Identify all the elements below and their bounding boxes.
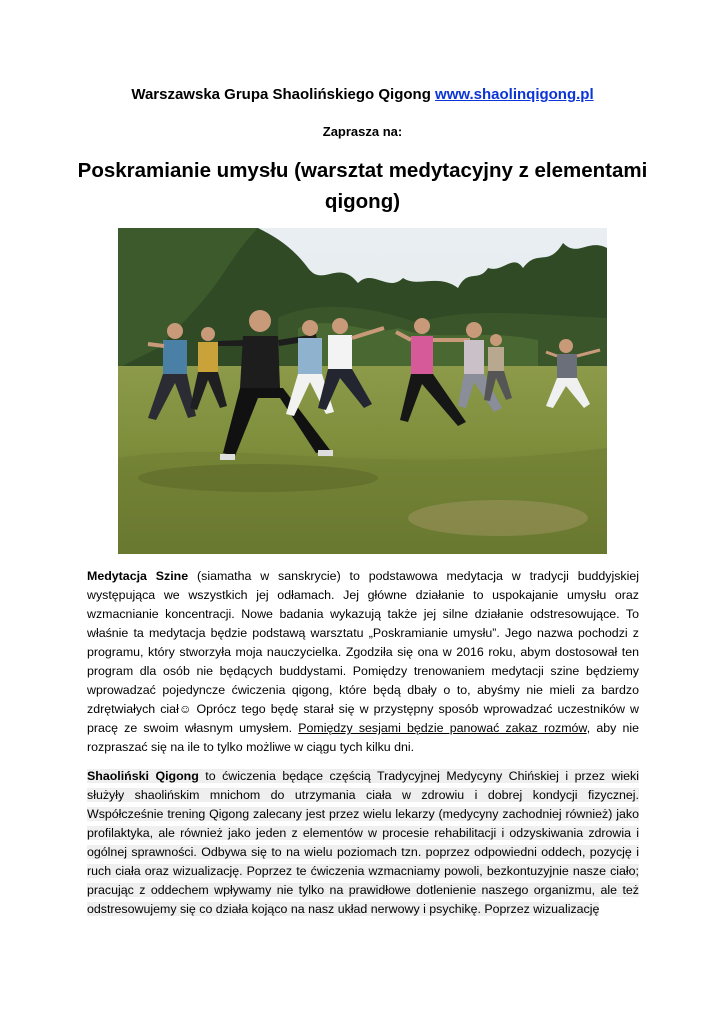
term-medytacja-szine: Medytacja Szine	[87, 569, 189, 583]
workshop-title: Poskramianie umysłu (warsztat medytacyjny z elementami qigong)	[77, 159, 648, 213]
group-qigong-meadow-photo	[118, 228, 607, 554]
silence-rule-text: Pomiędzy sesjami będzie panować zakaz rozmów	[298, 721, 587, 735]
organization-line	[0, 86, 725, 103]
organization-name: Warszawska Grupa Shaolińskiego Qigong	[131, 86, 431, 103]
meditation-text-end: , aby nie rozpraszać się na ile to tylko możliwe w ciągu tych kilku dni.	[87, 721, 640, 754]
paragraph-qigong	[87, 767, 639, 919]
paragraph-meditation	[87, 567, 639, 757]
meditation-text: (siamatha w sanskrycie) to podstawowa medytacja w tradycji buddyjskiej występująca we wszystkich jej odłamach. Jej główne działanie to uspokajanie umysłu oraz wzmacnianie koncentracji. Nowe badania wykazują także jej silne działanie odstresowujące. To właśnie ta medytacja będzie podstawą warsztatu „Poskramianie umysłu”. Jego nazwa pochodzi z programu, który stworzyła moja nauczycielka. Zgodziła się ona w 2016 roku, abym dostosował ten program dla osób nie będących buddystami. Pomiędzy trenowaniem medytacji szine będziemy wprowadzać pojedyncze ćwiczenia qigong, które będą dbały o to, abyśmy nie mieli za bardzo zdrętwiałych ciał☺ Oprócz tego będę starał się w przystępny sposób wprowadzać uczestników w pracę ze swoim własnym umysłem.	[87, 569, 639, 735]
qigong-text: to ćwiczenia będące częścią Tradycyjnej Medycyny Chińskiej i przez wieki służyły shaolińskim mnichom do utrzymania ciała w zdrowiu i dobrej kondycji fizycznej. Współcześnie trening Qigong zalecany jest przez wielu lekarzy (medycyny zachodniej również) jako profilaktyka, ale również jako jeden z elementów w procesie rehabilitacji i odzyskiwania zdrowia i ogólnej sprawności. Odbywa się to na wielu poziomach tzn. poprzez odpowiedni oddech, pozycję i ruch ciała oraz wizualizację. Poprzez te ćwiczenia wzmacniamy powoli, bezkontuzyjnie nasze ciało; pracując z oddechem wpływamy nie tylko na prawidłowe dotlenienie naszego organizmu, ale też odstresowujemy się co działa kojąco na nasz układ nerwowy i psychikę. Poprzez wizualizację	[87, 769, 639, 916]
term-shaolinski-qigong: Shaoliński Qigong	[87, 769, 199, 783]
website-link[interactable]: www.shaolinqigong.pl	[435, 86, 594, 103]
invite-text: Zaprasza na:	[322, 124, 403, 139]
